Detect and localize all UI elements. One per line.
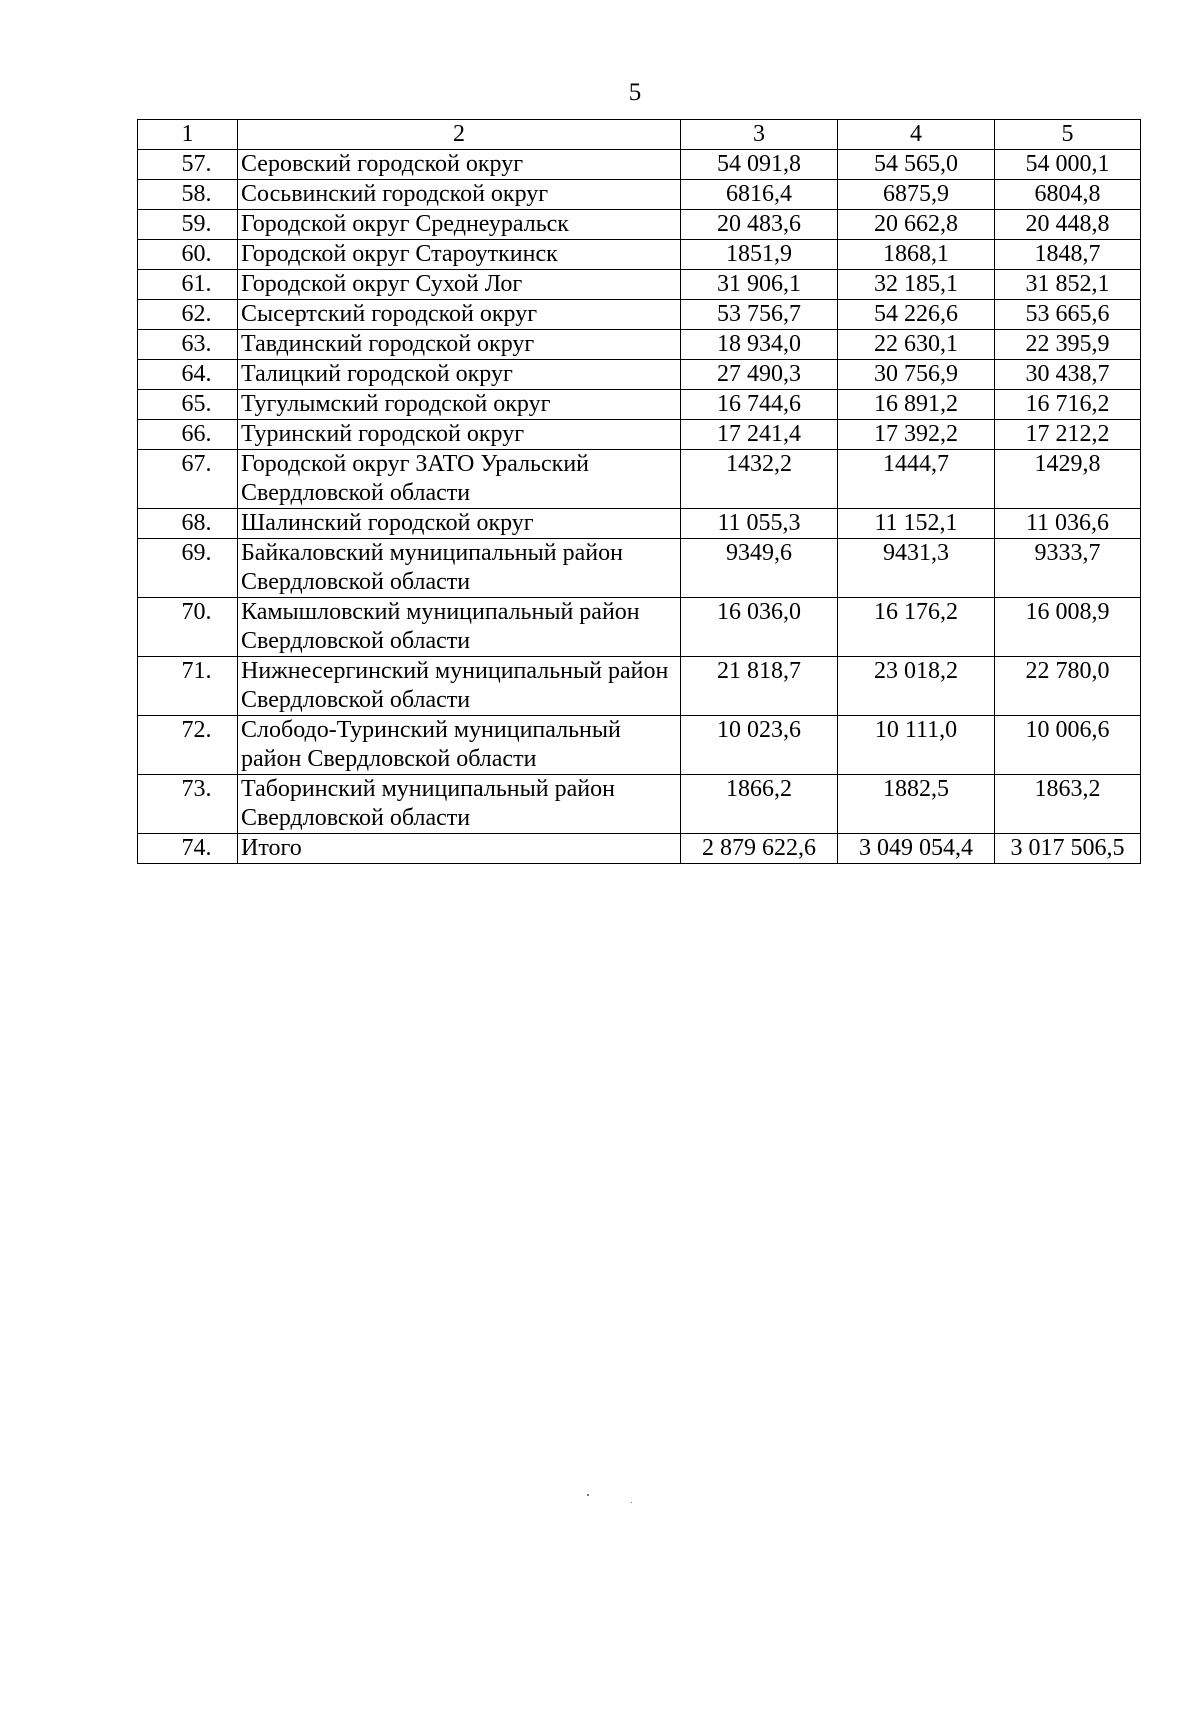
municipality-name-cell: Тугулымский городской округ xyxy=(238,390,681,420)
data-table xyxy=(137,119,1141,864)
table-row xyxy=(138,270,1141,300)
value-col3-cell: 2 879 622,6 xyxy=(681,834,838,864)
value-col5-cell: 54 000,1 xyxy=(995,150,1141,180)
table-row xyxy=(138,180,1141,210)
value-col4-cell: 1882,5 xyxy=(838,775,995,834)
value-col4-cell: 1444,7 xyxy=(838,450,995,509)
value-col4-cell: 16 176,2 xyxy=(838,598,995,657)
municipality-name-cell: Нижнесергинский муниципальный район Свердловской области xyxy=(238,657,681,716)
value-col5-cell: 16 716,2 xyxy=(995,390,1141,420)
page-number: 5 xyxy=(628,79,642,106)
row-number-cell: 72. xyxy=(138,716,238,775)
row-number-cell: 60. xyxy=(138,240,238,270)
table-row xyxy=(138,539,1141,598)
value-col3-cell: 18 934,0 xyxy=(681,330,838,360)
value-col3-cell: 20 483,6 xyxy=(681,210,838,240)
row-number-cell: 64. xyxy=(138,360,238,390)
value-col3-cell: 11 055,3 xyxy=(681,509,838,539)
value-col3-cell: 10 023,6 xyxy=(681,716,838,775)
municipality-name-cell: Туринский городской округ xyxy=(238,420,681,450)
row-number-cell: 58. xyxy=(138,180,238,210)
value-col5-cell: 11 036,6 xyxy=(995,509,1141,539)
value-col5-cell: 22 780,0 xyxy=(995,657,1141,716)
row-number-cell: 69. xyxy=(138,539,238,598)
municipality-name-cell: Городской округ Среднеуральск xyxy=(238,210,681,240)
table-row xyxy=(138,330,1141,360)
row-number-cell: 70. xyxy=(138,598,238,657)
municipality-name-cell: Итого xyxy=(238,834,681,864)
table-row xyxy=(138,360,1141,390)
value-col5-cell: 17 212,2 xyxy=(995,420,1141,450)
table-row xyxy=(138,450,1141,509)
value-col4-cell: 11 152,1 xyxy=(838,509,995,539)
value-col5-cell: 1848,7 xyxy=(995,240,1141,270)
value-col4-cell: 9431,3 xyxy=(838,539,995,598)
value-col3-cell: 53 756,7 xyxy=(681,300,838,330)
scan-speck xyxy=(631,1502,632,1503)
row-number-cell: 65. xyxy=(138,390,238,420)
value-col3-cell: 54 091,8 xyxy=(681,150,838,180)
municipality-name-cell: Тавдинский городской округ xyxy=(238,330,681,360)
row-number-cell: 57. xyxy=(138,150,238,180)
row-number-cell: 68. xyxy=(138,509,238,539)
value-col5-cell: 1863,2 xyxy=(995,775,1141,834)
table-row xyxy=(138,240,1141,270)
table-row xyxy=(138,150,1141,180)
header-cell-2: 2 xyxy=(238,120,681,150)
value-col3-cell: 1851,9 xyxy=(681,240,838,270)
value-col5-cell: 22 395,9 xyxy=(995,330,1141,360)
value-col4-cell: 20 662,8 xyxy=(838,210,995,240)
value-col5-cell: 16 008,9 xyxy=(995,598,1141,657)
table-row xyxy=(138,420,1141,450)
table-row xyxy=(138,716,1141,775)
municipality-name-cell: Талицкий городской округ xyxy=(238,360,681,390)
row-number-cell: 59. xyxy=(138,210,238,240)
value-col5-cell: 6804,8 xyxy=(995,180,1141,210)
value-col5-cell: 53 665,6 xyxy=(995,300,1141,330)
table-row xyxy=(138,657,1141,716)
value-col5-cell: 9333,7 xyxy=(995,539,1141,598)
municipality-name-cell: Шалинский городской округ xyxy=(238,509,681,539)
table-body xyxy=(138,120,1141,864)
header-cell-1: 1 xyxy=(138,120,238,150)
value-col4-cell: 54 226,6 xyxy=(838,300,995,330)
municipality-name-cell: Серовский городской округ xyxy=(238,150,681,180)
value-col4-cell: 23 018,2 xyxy=(838,657,995,716)
value-col3-cell: 1432,2 xyxy=(681,450,838,509)
table-row xyxy=(138,509,1141,539)
municipality-name-cell: Таборинский муниципальный район Свердловской области xyxy=(238,775,681,834)
value-col4-cell: 3 049 054,4 xyxy=(838,834,995,864)
table-row xyxy=(138,210,1141,240)
value-col3-cell: 6816,4 xyxy=(681,180,838,210)
value-col4-cell: 10 111,0 xyxy=(838,716,995,775)
value-col4-cell: 22 630,1 xyxy=(838,330,995,360)
value-col3-cell: 27 490,3 xyxy=(681,360,838,390)
header-cell-4: 4 xyxy=(838,120,995,150)
value-col4-cell: 30 756,9 xyxy=(838,360,995,390)
value-col4-cell: 32 185,1 xyxy=(838,270,995,300)
value-col3-cell: 31 906,1 xyxy=(681,270,838,300)
row-number-cell: 71. xyxy=(138,657,238,716)
header-cell-5: 5 xyxy=(995,120,1141,150)
municipality-name-cell: Городской округ ЗАТО Уральский Свердловской области xyxy=(238,450,681,509)
value-col4-cell: 6875,9 xyxy=(838,180,995,210)
value-col3-cell: 21 818,7 xyxy=(681,657,838,716)
municipality-name-cell: Сысертский городской округ xyxy=(238,300,681,330)
table-row xyxy=(138,834,1141,864)
municipality-name-cell: Камышловский муниципальный район Свердловской области xyxy=(238,598,681,657)
municipality-name-cell: Городской округ Староуткинск xyxy=(238,240,681,270)
table-row xyxy=(138,300,1141,330)
value-col4-cell: 16 891,2 xyxy=(838,390,995,420)
value-col4-cell: 1868,1 xyxy=(838,240,995,270)
value-col3-cell: 9349,6 xyxy=(681,539,838,598)
value-col5-cell: 30 438,7 xyxy=(995,360,1141,390)
value-col3-cell: 16 036,0 xyxy=(681,598,838,657)
value-col4-cell: 17 392,2 xyxy=(838,420,995,450)
row-number-cell: 74. xyxy=(138,834,238,864)
table-row xyxy=(138,390,1141,420)
table-row xyxy=(138,775,1141,834)
row-number-cell: 67. xyxy=(138,450,238,509)
scan-speck xyxy=(587,1494,589,1496)
value-col3-cell: 1866,2 xyxy=(681,775,838,834)
municipality-name-cell: Сосьвинский городской округ xyxy=(238,180,681,210)
row-number-cell: 61. xyxy=(138,270,238,300)
header-cell-3: 3 xyxy=(681,120,838,150)
table-header-row xyxy=(138,120,1141,150)
value-col5-cell: 3 017 506,5 xyxy=(995,834,1141,864)
municipality-name-cell: Городской округ Сухой Лог xyxy=(238,270,681,300)
row-number-cell: 62. xyxy=(138,300,238,330)
table-row xyxy=(138,598,1141,657)
municipality-name-cell: Слободо-Туринский муниципальный район Свердловской области xyxy=(238,716,681,775)
municipality-name-cell: Байкаловский муниципальный район Свердловской области xyxy=(238,539,681,598)
value-col3-cell: 16 744,6 xyxy=(681,390,838,420)
row-number-cell: 66. xyxy=(138,420,238,450)
row-number-cell: 73. xyxy=(138,775,238,834)
value-col5-cell: 10 006,6 xyxy=(995,716,1141,775)
value-col3-cell: 17 241,4 xyxy=(681,420,838,450)
value-col5-cell: 1429,8 xyxy=(995,450,1141,509)
value-col4-cell: 54 565,0 xyxy=(838,150,995,180)
row-number-cell: 63. xyxy=(138,330,238,360)
value-col5-cell: 20 448,8 xyxy=(995,210,1141,240)
value-col5-cell: 31 852,1 xyxy=(995,270,1141,300)
